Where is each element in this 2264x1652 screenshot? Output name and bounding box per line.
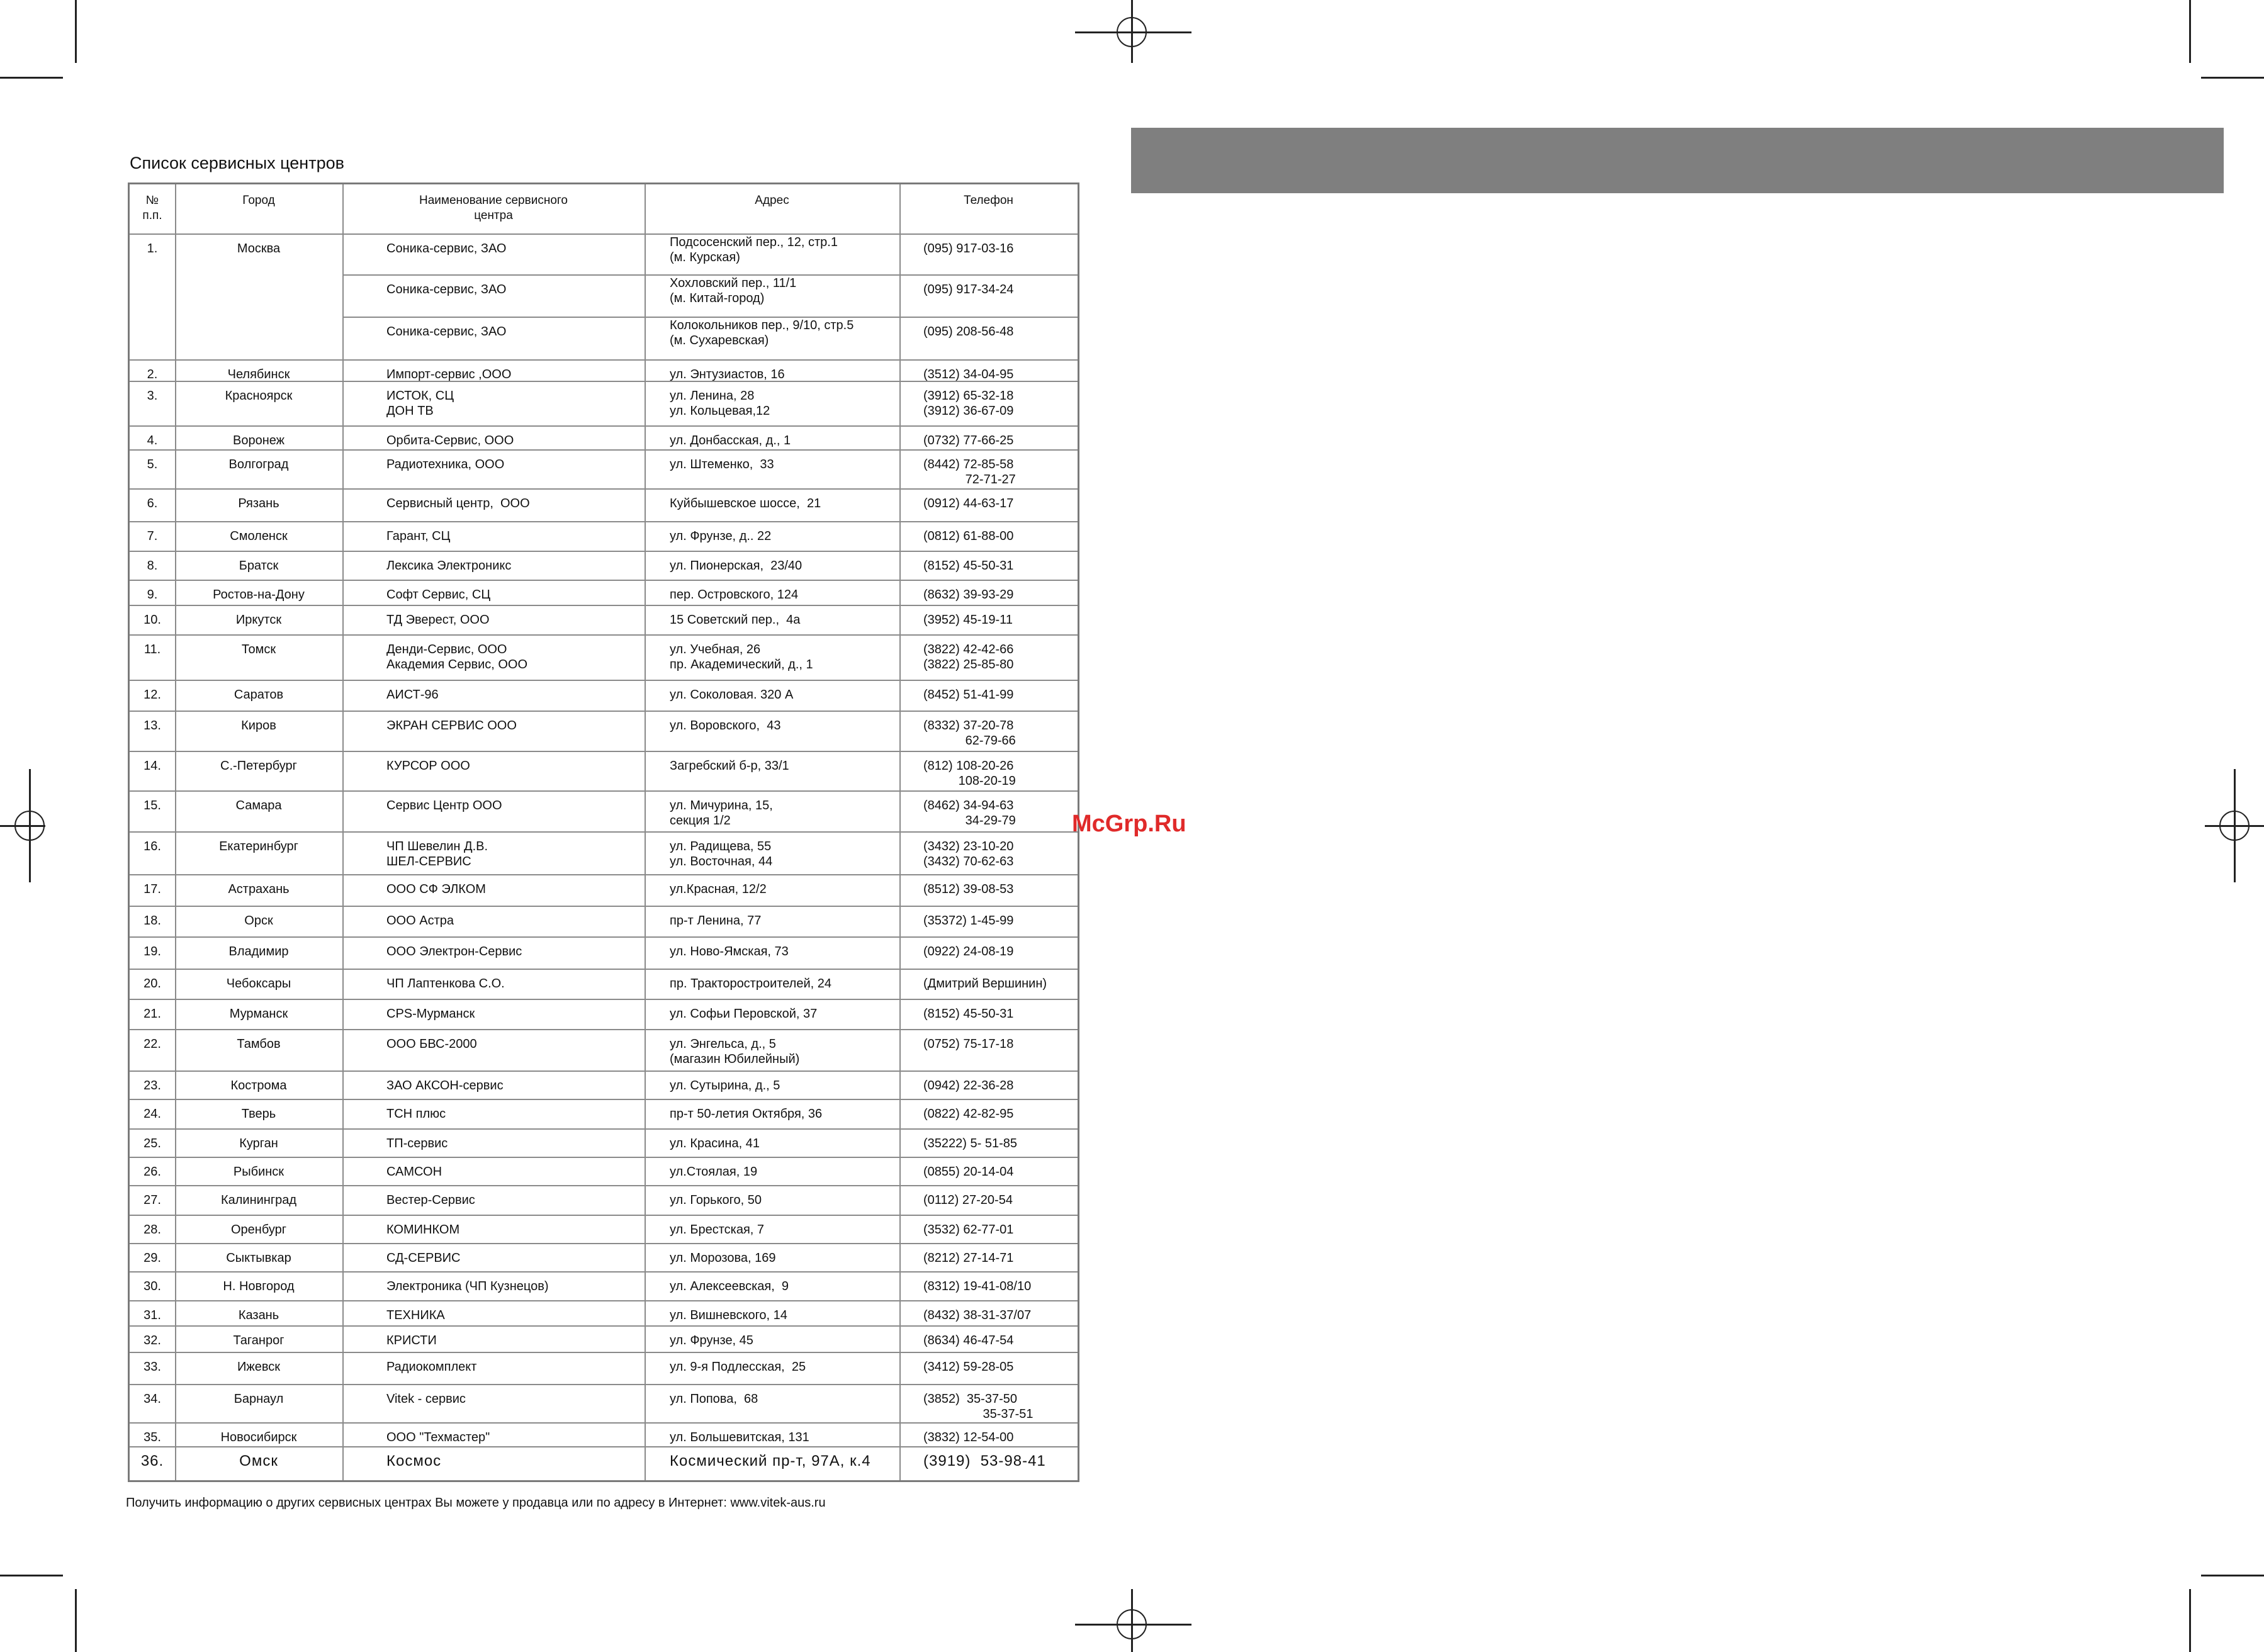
row-number: 6.: [147, 497, 158, 510]
row-phone: (3912) 65-32-18 (3912) 36-67-09: [923, 389, 1014, 418]
row-address: Загребский б-р, 33/1: [670, 759, 789, 773]
row-number: 3.: [147, 389, 158, 403]
crop-mark: [0, 77, 63, 79]
header-band: [1131, 128, 2224, 193]
row-address: ул. Энгельса, д., 5 (магазин Юбилейный): [670, 1037, 800, 1066]
row-city: Иркутск: [235, 613, 282, 627]
row-city: Мурманск: [229, 1007, 288, 1021]
row-center-name: ЭКРАН СЕРВИС ООО: [386, 719, 517, 733]
row-phone: (0942) 22-36-28: [923, 1079, 1014, 1093]
row-center-name: Соника-сервис, ЗАО: [386, 283, 507, 296]
row-number: 27.: [144, 1193, 161, 1207]
row-city: Рыбинск: [233, 1165, 284, 1179]
header-address: Адрес: [755, 194, 789, 207]
row-phone: (8152) 45-50-31: [923, 559, 1014, 573]
row-center-name: Радиокомплект: [386, 1360, 477, 1374]
row-address: 15 Советский пер., 4а: [670, 613, 801, 627]
row-phone: (0822) 42-82-95: [923, 1107, 1014, 1121]
row-divider: [130, 1352, 1078, 1353]
row-address: пер. Островского, 124: [670, 588, 799, 602]
registration-line: [2234, 769, 2236, 882]
row-center-name: ТД Эверест, ООО: [386, 613, 490, 627]
crop-mark: [75, 1589, 77, 1652]
row-city: С.-Петербург: [220, 759, 297, 773]
row-phone: (095) 917-03-16: [923, 242, 1014, 256]
registration-line: [1131, 0, 1133, 63]
row-number: 35.: [144, 1430, 161, 1444]
row-phone: (0912) 44-63-17: [923, 497, 1014, 510]
row-phone: (8512) 39-08-53: [923, 882, 1014, 896]
row-center-name: Радиотехника, ООО: [386, 458, 505, 471]
row-divider: [130, 790, 1078, 792]
row-number: 9.: [147, 588, 158, 602]
row-city: Челябинск: [227, 368, 290, 381]
row-address: ул. Красина, 41: [670, 1137, 760, 1150]
row-divider: [130, 711, 1078, 712]
row-address: Подсосенский пер., 12, стр.1 (м. Курская): [670, 235, 838, 264]
row-divider: [130, 1300, 1078, 1301]
row-divider: [130, 1325, 1078, 1327]
row-divider: [130, 1029, 1078, 1030]
row-phone: (3832) 12-54-00: [923, 1430, 1014, 1444]
row-number: 34.: [144, 1392, 161, 1406]
header-num: № п.п.: [142, 194, 162, 222]
row-phone: (8452) 51-41-99: [923, 688, 1014, 702]
row-center-name: ООО СФ ЭЛКОМ: [386, 882, 486, 896]
row-phone: (0812) 61-88-00: [923, 529, 1014, 543]
row-phone: (3532) 62-77-01: [923, 1223, 1014, 1237]
row-phone: (812) 108-20-26 108-20-19: [923, 759, 1016, 788]
registration-line: [0, 825, 45, 827]
row-divider: [130, 1070, 1078, 1072]
registration-line: [1075, 31, 1191, 33]
row-phone: (3952) 45-19-11: [923, 613, 1013, 627]
row-address: Космический пр-т, 97А, к.4: [670, 1453, 871, 1469]
row-address: Хохловский пер., 11/1 (м. Китай-город): [670, 276, 797, 305]
row-phone: (3822) 42-42-66 (3822) 25-85-80: [923, 643, 1014, 671]
row-city: Самара: [235, 799, 282, 812]
row-center-name: Гарант, СЦ: [386, 529, 451, 543]
row-divider: [130, 359, 1078, 361]
row-phone: (35372) 1-45-99: [923, 914, 1014, 928]
row-city: Тамбов: [237, 1037, 281, 1051]
row-address: ул. Ново-Ямская, 73: [670, 945, 789, 958]
row-address: ул. Большевитская, 131: [670, 1430, 809, 1444]
row-number: 4.: [147, 434, 158, 447]
row-divider: [130, 1185, 1078, 1186]
row-center-name: Лексика Электроникс: [386, 559, 512, 573]
row-city: Калининград: [220, 1193, 297, 1207]
footer-note: Получить информацию о других сервисных центрах Вы можете у продавца или по адресу в Интернет: www.vitek-aus.ru: [126, 1496, 826, 1510]
row-divider: [130, 831, 1078, 833]
row-city: Новосибирск: [220, 1430, 297, 1444]
row-city: Ижевск: [237, 1360, 281, 1374]
row-phone: (0732) 77-66-25: [923, 434, 1014, 447]
row-number: 15.: [144, 799, 161, 812]
row-city: Волгоград: [228, 458, 289, 471]
row-phone: (0922) 24-08-19: [923, 945, 1014, 958]
row-address: ул. Фрунзе, д.. 22: [670, 529, 772, 543]
row-center-name: АИСТ-96: [386, 688, 439, 702]
row-divider: [130, 906, 1078, 907]
row-phone: (3919) 53-98-41: [923, 1453, 1046, 1469]
row-address: ул. Энтузиастов, 16: [670, 368, 785, 381]
row-phone: (8432) 38-31-37/07: [923, 1308, 1032, 1322]
header-city: Город: [242, 194, 275, 207]
row-address: ул. Фрунзе, 45: [670, 1334, 753, 1347]
row-address: ул. Горького, 50: [670, 1193, 762, 1207]
row-city: Томск: [241, 643, 276, 656]
row-center-name: ЗАО АКСОН-сервис: [386, 1079, 504, 1093]
row-phone: (8332) 37-20-78 62-79-66: [923, 719, 1016, 748]
row-center-name: ЧП Шевелин Д.В. ШЕЛ-СЕРВИС: [386, 840, 488, 868]
row-address: ул. 9-я Подлесская, 25: [670, 1360, 806, 1374]
row-center-name: ООО "Техмастер": [386, 1430, 490, 1444]
crop-mark: [2201, 1575, 2264, 1576]
row-address: пр-т Ленина, 77: [670, 914, 762, 928]
row-divider: [130, 680, 1078, 681]
row-city: Барнаул: [234, 1392, 284, 1406]
row-phone: (3512) 34-04-95: [923, 368, 1014, 381]
row-address: ул. Учебная, 26 пр. Академический, д., 1: [670, 643, 813, 671]
row-city: Воронеж: [232, 434, 285, 447]
row-city: Владимир: [228, 945, 289, 958]
row-divider: [130, 999, 1078, 1000]
row-center-name: Сервис Центр ООО: [386, 799, 502, 812]
row-divider: [130, 521, 1078, 522]
row-divider: [130, 1271, 1078, 1273]
row-address: ул. Пионерская, 23/40: [670, 559, 803, 573]
row-divider: [130, 425, 1078, 427]
row-number: 23.: [144, 1079, 161, 1093]
row-city: Ростов-на-Дону: [213, 588, 305, 602]
row-phone: (8152) 45-50-31: [923, 1007, 1014, 1021]
row-address: ул. Алексеевская, 9: [670, 1279, 789, 1293]
row-city: Чебоксары: [226, 977, 291, 991]
row-city: Оренбург: [230, 1223, 287, 1237]
row-center-name: Vitek - сервис: [386, 1392, 466, 1406]
row-number: 18.: [144, 914, 161, 928]
row-center-name: КУРСОР ООО: [386, 759, 470, 773]
row-center-name: ЧП Лаптенкова С.О.: [386, 977, 505, 991]
row-number: 26.: [144, 1165, 161, 1179]
row-divider: [130, 580, 1078, 581]
crop-mark: [2201, 77, 2264, 79]
row-number: 36.: [140, 1453, 164, 1469]
row-city: Рязань: [238, 497, 279, 510]
row-center-name: Вестер-Сервис: [386, 1193, 475, 1207]
row-number: 20.: [144, 977, 161, 991]
row-address: Куйбышевское шоссе, 21: [670, 497, 821, 510]
row-number: 16.: [144, 840, 161, 853]
row-center-name: САМСОН: [386, 1165, 442, 1179]
row-divider: [130, 1099, 1078, 1100]
header-name: Наименование сервисного центра: [419, 194, 568, 222]
row-number: 1.: [147, 242, 158, 256]
row-phone: (3432) 23-10-20 (3432) 70-62-63: [923, 840, 1014, 868]
row-center-name: Денди-Сервис, ООО Академия Сервис, ООО: [386, 643, 528, 671]
row-number: 32.: [144, 1334, 161, 1347]
row-city: Киров: [241, 719, 276, 733]
row-phone: (8634) 46-47-54: [923, 1334, 1014, 1347]
row-city: Астрахань: [228, 882, 290, 896]
row-city: Курган: [239, 1137, 278, 1150]
row-divider: [130, 1215, 1078, 1216]
row-center-name: Соника-сервис, ЗАО: [386, 325, 507, 339]
row-number: 24.: [144, 1107, 161, 1121]
row-number: 21.: [144, 1007, 161, 1021]
row-address: ул. Мичурина, 15, секция 1/2: [670, 799, 773, 828]
row-number: 29.: [144, 1251, 161, 1265]
row-address: ул. Сутырина, д., 5: [670, 1079, 780, 1093]
row-number: 28.: [144, 1223, 161, 1237]
row-center-name: ТП-сервис: [386, 1137, 448, 1150]
row-city: Таганрог: [233, 1334, 284, 1347]
row-center-name: ООО БВС-2000: [386, 1037, 477, 1051]
row-divider: [130, 969, 1078, 970]
row-center-name: СД-СЕРВИС: [386, 1251, 461, 1265]
row-center-name: ТСН плюс: [386, 1107, 446, 1121]
row-number: 30.: [144, 1279, 161, 1293]
row-phone: (35222) 5- 51-85: [923, 1137, 1017, 1150]
row-address: ул. Соколовая. 320 А: [670, 688, 794, 702]
row-number: 7.: [147, 529, 158, 543]
row-number: 22.: [144, 1037, 161, 1051]
registration-line: [1075, 1624, 1191, 1626]
row-address: ул. Ленина, 28 ул. Кольцевая,12: [670, 389, 770, 418]
row-address: ул. Софьи Перовской, 37: [670, 1007, 818, 1021]
row-city: Смоленск: [230, 529, 288, 543]
row-phone: (0752) 75-17-18: [923, 1037, 1014, 1051]
row-number: 31.: [144, 1308, 161, 1322]
row-number: 5.: [147, 458, 158, 471]
row-number: 8.: [147, 559, 158, 573]
row-phone: (8212) 27-14-71: [923, 1251, 1014, 1265]
row-phone: (3852) 35-37-50 35-37-51: [923, 1392, 1033, 1421]
row-city: Братск: [239, 559, 279, 573]
row-address: Колокольников пер., 9/10, стр.5 (м. Сухаревская): [670, 318, 854, 347]
registration-line: [1131, 1589, 1133, 1652]
row-number: 2.: [147, 368, 158, 381]
row-phone: (8462) 34-94-63 34-29-79: [923, 799, 1016, 828]
page-title: Список сервисных центров: [130, 154, 344, 172]
row-address: ул. Попова, 68: [670, 1392, 758, 1406]
crop-mark: [2189, 1589, 2191, 1652]
row-address: ул. Радищева, 55 ул. Восточная, 44: [670, 840, 773, 868]
row-phone: (0855) 20-14-04: [923, 1165, 1014, 1179]
row-city: Тверь: [241, 1107, 276, 1121]
row-phone: (Дмитрий Вершинин): [923, 977, 1047, 991]
row-divider: [130, 605, 1078, 606]
row-address: ул. Вишневского, 14: [670, 1308, 787, 1322]
row-divider: [130, 1243, 1078, 1244]
row-phone: (8632) 39-93-29: [923, 588, 1014, 602]
row-city: Казань: [238, 1308, 279, 1322]
watermark: McGrp.Ru: [1072, 811, 1186, 837]
row-address: ул. Штеменко, 33: [670, 458, 774, 471]
row-divider: [130, 936, 1078, 938]
row-address: ул.Красная, 12/2: [670, 882, 767, 896]
row-number: 11.: [144, 643, 161, 656]
row-address: ул. Воровского, 43: [670, 719, 781, 733]
row-address: ул. Брестская, 7: [670, 1223, 765, 1237]
row-divider: [130, 1128, 1078, 1130]
row-divider: [130, 551, 1078, 552]
row-center-name: ТЕХНИКА: [386, 1308, 445, 1322]
row-phone: (095) 208-56-48: [923, 325, 1014, 339]
row-address: пр-т 50-летия Октября, 36: [670, 1107, 823, 1121]
row-address: ул. Донбасская, д., 1: [670, 434, 791, 447]
row-number: 14.: [144, 759, 161, 773]
row-center-name: Орбита-Сервис, ООО: [386, 434, 514, 447]
row-number: 25.: [144, 1137, 161, 1150]
row-number: 17.: [144, 882, 161, 896]
row-address: ул.Стоялая, 19: [670, 1165, 758, 1179]
row-center-name: Импорт-сервис ,ООО: [386, 368, 512, 381]
header-phone: Телефон: [964, 194, 1013, 207]
registration-line: [29, 769, 31, 882]
row-center-name: Электроника (ЧП Кузнецов): [386, 1279, 549, 1293]
row-divider: [130, 1157, 1078, 1158]
row-center-name: ООО Электрон-Сервис: [386, 945, 522, 958]
header-divider: [130, 233, 1078, 235]
row-center-name: Космос: [386, 1453, 442, 1469]
row-number: 13.: [144, 719, 161, 733]
row-phone: (3412) 59-28-05: [923, 1360, 1014, 1374]
row-phone: (0112) 27-20-54: [923, 1193, 1013, 1207]
row-number: 33.: [144, 1360, 161, 1374]
row-city: Кострома: [230, 1079, 287, 1093]
row-divider: [130, 751, 1078, 752]
row-center-name: Сервисный центр, ООО: [386, 497, 530, 510]
row-phone: (8312) 19-41-08/10: [923, 1279, 1032, 1293]
crop-mark: [75, 0, 77, 63]
row-divider: [130, 634, 1078, 636]
row-divider: [130, 874, 1078, 875]
row-city: Красноярск: [225, 389, 293, 403]
row-center-name: ООО Астра: [386, 914, 454, 928]
row-divider: [130, 1422, 1078, 1424]
row-divider: [130, 1446, 1078, 1447]
row-city: Орск: [244, 914, 273, 928]
row-center-name: КОМИНКОМ: [386, 1223, 460, 1237]
row-phone: (095) 917-34-24: [923, 283, 1014, 296]
row-number: 12.: [144, 688, 161, 702]
row-city: Саратов: [234, 688, 284, 702]
row-address: пр. Тракторостроителей, 24: [670, 977, 831, 991]
row-center-name: ИСТОК, СЦ ДОН ТВ: [386, 389, 454, 418]
row-number: 10.: [144, 613, 161, 627]
row-divider: [130, 488, 1078, 490]
row-center-name: Соника-сервис, ЗАО: [386, 242, 507, 256]
crop-mark: [2189, 0, 2191, 63]
row-center-name: КРИСТИ: [386, 1334, 437, 1347]
row-number: 19.: [144, 945, 161, 958]
row-city: Н. Новгород: [223, 1279, 295, 1293]
crop-mark: [0, 1575, 63, 1576]
row-phone: (8442) 72-85-58 72-71-27: [923, 458, 1016, 486]
row-city: Сыктывкар: [226, 1251, 291, 1265]
service-centers-table: [128, 183, 1079, 1482]
row-city: Екатеринбург: [219, 840, 298, 853]
row-city: Омск: [239, 1453, 278, 1469]
row-divider: [130, 449, 1078, 451]
row-address: ул. Морозова, 169: [670, 1251, 776, 1265]
row-divider: [130, 1384, 1078, 1385]
row-city: Москва: [237, 242, 281, 256]
row-center-name: Софт Сервис, СЦ: [386, 588, 491, 602]
row-center-name: CPS-Мурманск: [386, 1007, 475, 1021]
